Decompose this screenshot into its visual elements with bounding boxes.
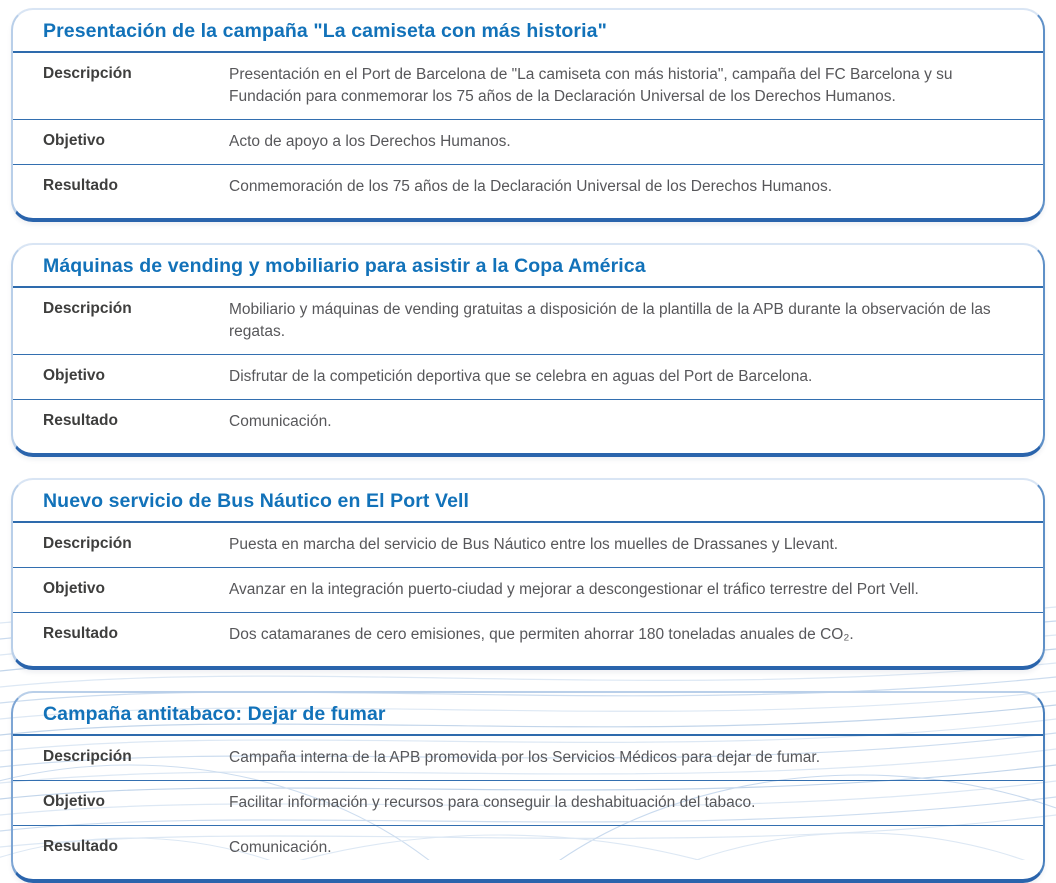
campaign-card-antitabaco [11,691,1045,883]
row-label-objetivo: Objetivo [43,367,106,384]
card-rows [13,53,1043,209]
row-label-objetivo: Objetivo [43,793,106,810]
row-value: Comunicación. [229,839,332,856]
card-title: Máquinas de vending y mobiliario para asistir a la Copa América [43,255,646,277]
row-value: Dos catamaranes de cero emisiones, que permiten ahorrar 180 toneladas anuales de CO₂. [229,626,854,643]
row-value: Comunicación. [229,413,332,430]
campaign-card-camiseta [11,8,1045,222]
row-label-resultado: Resultado [43,412,118,429]
card-title: Campaña antitabaco: Dejar de fumar [43,703,386,725]
table-row [13,399,1043,444]
campaign-card-vending [11,243,1045,457]
card-rows [13,523,1043,657]
card-rows [13,736,1043,870]
row-value: Facilitar información y recursos para conseguir la deshabituación del tabaco. [229,794,756,811]
table-row [13,736,1043,780]
row-label-objetivo: Objetivo [43,580,106,597]
row-value: Puesta en marcha del servicio de Bus Náutico entre los muelles de Drassanes y Llevant. [229,536,839,553]
card-title: Presentación de la campaña "La camiseta con más historia" [43,20,607,42]
table-row [13,825,1043,870]
campaign-card-bus-nautico [11,478,1045,670]
table-row [13,523,1043,567]
row-value: Presentación en el Port de Barcelona de "La camiseta con más historia", campaña del FC Barcelona y su Fundación para conmemorar los 75 años de la Declaración Universal de los Derechos Humanos. [229,66,953,105]
row-value: Avanzar en la integración puerto-ciudad y mejorar a descongestionar el tráfico terrestre del Port Vell. [229,581,919,598]
table-row [13,612,1043,657]
row-label-descripcion: Descripción [43,65,132,82]
row-value: Mobiliario y máquinas de vending gratuitas a disposición de la plantilla de la APB durante la observación de las regatas. [229,301,991,340]
table-row [13,354,1043,399]
row-label-resultado: Resultado [43,625,118,642]
card-rows [13,288,1043,444]
card-title: Nuevo servicio de Bus Náutico en El Port Vell [43,490,470,512]
row-label-resultado: Resultado [43,838,118,855]
row-label-descripcion: Descripción [43,535,132,552]
table-row [13,288,1043,354]
table-row [13,53,1043,119]
row-value: Disfrutar de la competición deportiva que se celebra en aguas del Port de Barcelona. [229,368,813,385]
row-value: Conmemoración de los 75 años de la Declaración Universal de los Derechos Humanos. [229,178,833,195]
table-row [13,780,1043,825]
table-row [13,567,1043,612]
row-value: Acto de apoyo a los Derechos Humanos. [229,133,511,150]
row-value: Campaña interna de la APB promovida por los Servicios Médicos para dejar de fumar. [229,749,821,766]
row-label-objetivo: Objetivo [43,132,106,149]
table-row [13,119,1043,164]
row-label-descripcion: Descripción [43,748,132,765]
row-label-descripcion: Descripción [43,300,132,317]
row-label-resultado: Resultado [43,177,118,194]
table-row [13,164,1043,209]
